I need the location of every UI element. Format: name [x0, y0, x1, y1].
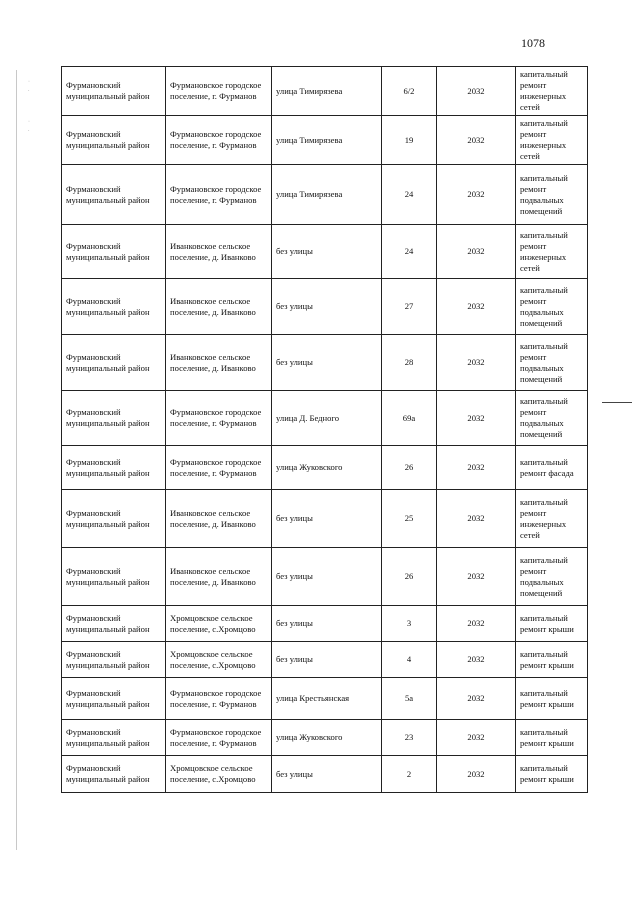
table-row: [62, 391, 588, 446]
house-number-cell: 6/2: [382, 67, 437, 116]
district-cell: Фурмановский муниципальный район: [62, 548, 166, 606]
year-cell: 2032: [437, 720, 516, 756]
settlement-cell: Фурмановское городское поселение, г. Фурманов: [166, 446, 272, 490]
street-cell: улица Тимирязева: [272, 67, 382, 116]
settlement-cell: Фурмановское городское поселение, г. Фурманов: [166, 720, 272, 756]
street-cell: улица Д. Бедного: [272, 391, 382, 446]
year-cell: 2032: [437, 446, 516, 490]
table-row: [62, 116, 588, 165]
district-cell: Фурмановский муниципальный район: [62, 67, 166, 116]
table-row: [62, 279, 588, 335]
settlement-cell: Иванковское сельское поселение, д. Иванково: [166, 335, 272, 391]
work-type-cell: капитальный ремонт инженерных сетей: [516, 116, 588, 165]
work-type-cell: капитальный ремонт инженерных сетей: [516, 490, 588, 548]
house-number-cell: 3: [382, 606, 437, 642]
house-number-cell: 24: [382, 225, 437, 279]
street-cell: без улицы: [272, 606, 382, 642]
street-cell: улица Тимирязева: [272, 116, 382, 165]
settlement-cell: Фурмановское городское поселение, г. Фурманов: [166, 165, 272, 225]
house-number-cell: 24: [382, 165, 437, 225]
district-cell: Фурмановский муниципальный район: [62, 756, 166, 793]
year-cell: 2032: [437, 67, 516, 116]
house-number-cell: 26: [382, 446, 437, 490]
house-number-cell: 4: [382, 642, 437, 678]
street-cell: без улицы: [272, 335, 382, 391]
table-row: [62, 446, 588, 490]
year-cell: 2032: [437, 490, 516, 548]
table-row: [62, 67, 588, 116]
work-type-cell: капитальный ремонт подвальных помещений: [516, 335, 588, 391]
table-body: [62, 67, 588, 793]
street-cell: без улицы: [272, 225, 382, 279]
settlement-cell: Фурмановское городское поселение, г. Фурманов: [166, 678, 272, 720]
house-number-cell: 26: [382, 548, 437, 606]
scan-artifact-dots: · . · .: [28, 79, 30, 133]
settlement-cell: Фурмановское городское поселение, г. Фурманов: [166, 116, 272, 165]
work-type-cell: капитальный ремонт фасада: [516, 446, 588, 490]
street-cell: улица Жуковского: [272, 720, 382, 756]
scan-artifact-mark: [602, 402, 632, 403]
settlement-cell: Хромцовское сельское поселение, с.Хромцово: [166, 756, 272, 793]
work-type-cell: капитальный ремонт подвальных помещений: [516, 391, 588, 446]
year-cell: 2032: [437, 678, 516, 720]
work-type-cell: капитальный ремонт инженерных сетей: [516, 225, 588, 279]
district-cell: Фурмановский муниципальный район: [62, 279, 166, 335]
district-cell: Фурмановский муниципальный район: [62, 335, 166, 391]
street-cell: без улицы: [272, 642, 382, 678]
street-cell: без улицы: [272, 490, 382, 548]
house-number-cell: 23: [382, 720, 437, 756]
settlement-cell: Иванковское сельское поселение, д. Иванково: [166, 548, 272, 606]
district-cell: Фурмановский муниципальный район: [62, 225, 166, 279]
district-cell: Фурмановский муниципальный район: [62, 606, 166, 642]
district-cell: Фурмановский муниципальный район: [62, 446, 166, 490]
year-cell: 2032: [437, 165, 516, 225]
page-number: 1078: [521, 36, 545, 50]
table-row: [62, 335, 588, 391]
house-number-cell: 27: [382, 279, 437, 335]
work-type-cell: капитальный ремонт крыши: [516, 606, 588, 642]
street-cell: без улицы: [272, 279, 382, 335]
settlement-cell: Хромцовское сельское поселение, с.Хромцово: [166, 606, 272, 642]
year-cell: 2032: [437, 391, 516, 446]
settlement-cell: Иванковское сельское поселение, д. Иванково: [166, 225, 272, 279]
year-cell: 2032: [437, 548, 516, 606]
year-cell: 2032: [437, 279, 516, 335]
table-row: [62, 756, 588, 793]
district-cell: Фурмановский муниципальный район: [62, 642, 166, 678]
work-type-cell: капитальный ремонт крыши: [516, 756, 588, 793]
work-type-cell: капитальный ремонт крыши: [516, 720, 588, 756]
work-type-cell: капитальный ремонт подвальных помещений: [516, 548, 588, 606]
settlement-cell: Фурмановское городское поселение, г. Фурманов: [166, 67, 272, 116]
settlement-cell: Хромцовское сельское поселение, с.Хромцово: [166, 642, 272, 678]
table-row: [62, 490, 588, 548]
district-cell: Фурмановский муниципальный район: [62, 720, 166, 756]
binding-edge-line: [16, 70, 17, 850]
work-type-cell: капитальный ремонт крыши: [516, 678, 588, 720]
house-number-cell: 69а: [382, 391, 437, 446]
work-type-cell: капитальный ремонт подвальных помещений: [516, 279, 588, 335]
district-cell: Фурмановский муниципальный район: [62, 391, 166, 446]
house-number-cell: 25: [382, 490, 437, 548]
work-type-cell: капитальный ремонт крыши: [516, 642, 588, 678]
repair-schedule-table: [61, 66, 588, 793]
settlement-cell: Фурмановское городское поселение, г. Фурманов: [166, 391, 272, 446]
street-cell: улица Крестьянская: [272, 678, 382, 720]
table-row: [62, 720, 588, 756]
district-cell: Фурмановский муниципальный район: [62, 678, 166, 720]
year-cell: 2032: [437, 116, 516, 165]
settlement-cell: Иванковское сельское поселение, д. Иванково: [166, 279, 272, 335]
street-cell: без улицы: [272, 548, 382, 606]
table-row: [62, 606, 588, 642]
settlement-cell: Иванковское сельское поселение, д. Иванково: [166, 490, 272, 548]
table-row: [62, 678, 588, 720]
year-cell: 2032: [437, 642, 516, 678]
district-cell: Фурмановский муниципальный район: [62, 116, 166, 165]
house-number-cell: 2: [382, 756, 437, 793]
table-row: [62, 548, 588, 606]
district-cell: Фурмановский муниципальный район: [62, 165, 166, 225]
street-cell: без улицы: [272, 756, 382, 793]
table-row: [62, 642, 588, 678]
year-cell: 2032: [437, 756, 516, 793]
year-cell: 2032: [437, 335, 516, 391]
house-number-cell: 5а: [382, 678, 437, 720]
house-number-cell: 19: [382, 116, 437, 165]
street-cell: улица Тимирязева: [272, 165, 382, 225]
table-row: [62, 225, 588, 279]
district-cell: Фурмановский муниципальный район: [62, 490, 166, 548]
year-cell: 2032: [437, 225, 516, 279]
work-type-cell: капитальный ремонт подвальных помещений: [516, 165, 588, 225]
year-cell: 2032: [437, 606, 516, 642]
street-cell: улица Жуковского: [272, 446, 382, 490]
table-row: [62, 165, 588, 225]
work-type-cell: капитальный ремонт инженерных сетей: [516, 67, 588, 116]
house-number-cell: 28: [382, 335, 437, 391]
